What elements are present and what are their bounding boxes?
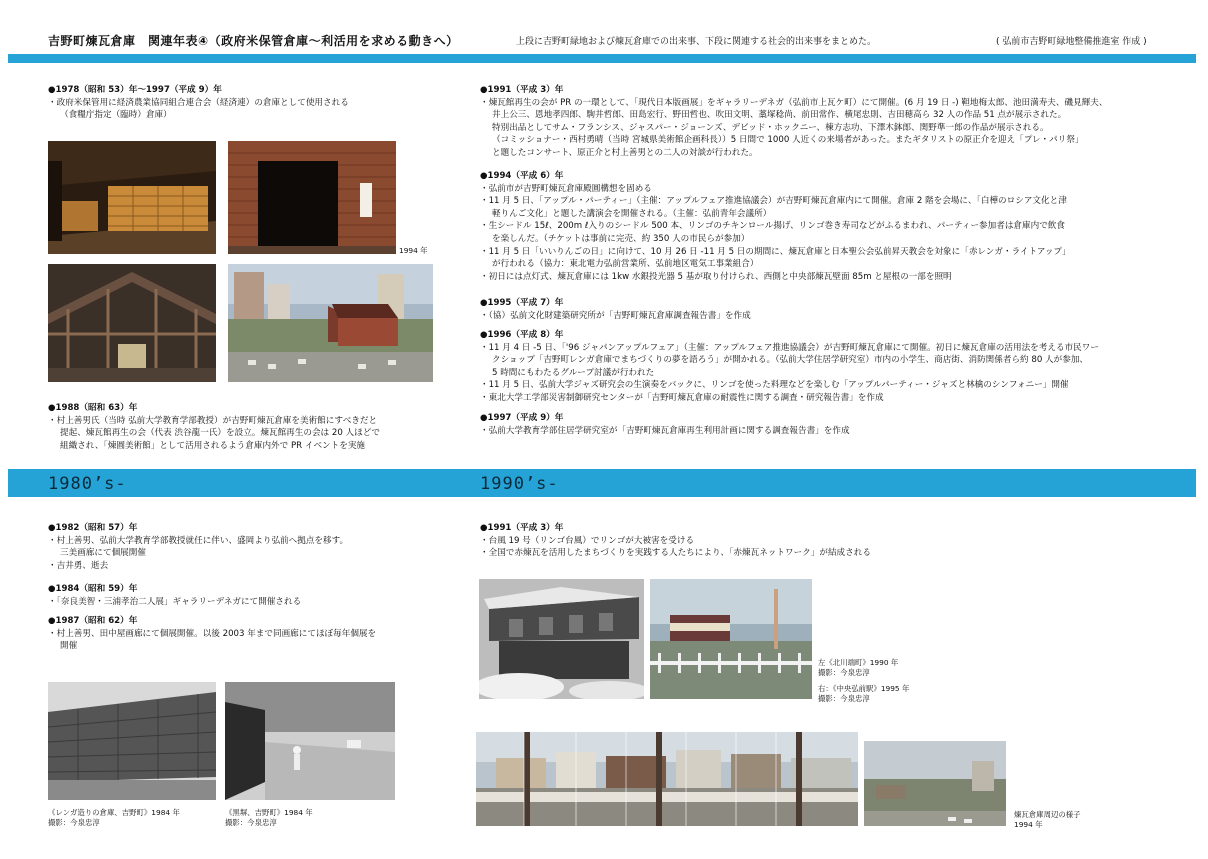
entry-line: クショップ「吉野町レンガ倉庫でまちづくりの夢を語ろう」が開かれる。（弘前大学住居学研究室）市内の小学生、商店街、消防関係者ら約 80 人が参加、 [492,355,1089,366]
photo-black-fence-1984 [225,682,395,800]
caption-line: 左《北川端町》1990 年 [818,658,899,667]
photo-chuo-hirosaki-station-1995 [650,579,812,699]
caption-black-fence [225,808,313,828]
entry-line: を楽しんだ。（チケットは事前に完売、約 350 人の市民らが参加） [492,233,750,244]
entry-line: ・11 月 4 日 -5 日、「'96 ジャパンアップルフェア」（主催：アップルフェア推進協議会）が吉野町煉瓦倉庫にて開催。初日に煉瓦倉庫の活用法を考える市民ワー [480,342,1099,353]
entry-line: ・吉井勇、逝去 [48,560,109,571]
entry-line: 井上公三、恩地孝四郎、駒井哲郎、田島宏行、野田哲也、吹田文明、藁塚稔尚、前田常作、横尾忠則、吉田穂高ら 32 人の作品 51 点が展示された。 [492,110,1067,121]
photo-brick-warehouse-1984 [48,682,216,800]
top-divider-bar [8,54,1196,63]
photo-aerial-town-view [228,264,433,382]
entry-line: ・弘前大学教育学部住居学研究室が「吉野町煉瓦倉庫再生利用計画に関する調査報告書」を作成 [480,425,850,436]
entry-line: ・台風 19 号（リンゴ台風）でリンゴが大被害を受ける [480,535,695,546]
entry-line: が行われる（協力：東北電力弘前営業所、弘前地区電気工事業組合） [492,259,759,270]
entry-1996 [480,329,1099,405]
caption-line: 撮影：今泉忠淳 [818,694,870,703]
caption-line: 《黒塀、吉野町》1984 年 [225,808,313,817]
caption-brick-warehouse [48,808,180,828]
entry-title: ●1987（昭和 62）年 [48,616,138,626]
photo-panorama-warehouse-surroundings [476,732,858,826]
entry-line: 三美画廊にて個展開催 [60,548,146,559]
caption-line: 煉瓦倉庫周辺の様子 [1014,810,1081,819]
caption-line: 右：《中央弘前駅》1995 年 [818,684,910,693]
entry-title: ●1991（平成 3）年 [480,523,564,533]
entry-line: 組織され、「煉圓美術館」として活用されるよう倉庫内外で PR イベントを実施 [60,440,366,451]
entry-line: ・弘前市が吉野町煉瓦倉庫殿圓構想を固める [480,183,652,194]
entry-line: 特別出品としてサム・フランシス、ジャスパー・ジョーンズ、デビッド・ホックニー、棟方志功、下澤木鉢郎、関野準一郎の作品が展示される。 [492,122,1049,133]
decade-label-1990s: 1990’s- [480,474,559,494]
entry-line: 軽りんご文化」と題した講演会を開催される。（主催：弘前青年会議所） [492,208,772,219]
entry-line: ・政府米保管用に経済農業協同組合連合会（経済連）の倉庫として使用される [48,97,349,108]
entry-line: ・11 月 5 日「いいりんごの日」に向けて、10 月 26 日 -11 月 5 日の期間に、煉瓦倉庫と日本聖公会弘前昇天教会を対象に「赤レンガ・ライトアップ」 [480,246,1071,257]
entry-1988 [48,402,380,452]
entry-line: （食糧庁指定（臨時）倉庫） [60,110,172,121]
entry-title: ●1991（平成 3）年 [480,85,564,95]
photo-warehouse-area-1994 [864,741,1006,826]
entry-title: ●1995（平成 7）年 [480,298,564,308]
entry-line: ・11 月 5 日、弘前大学ジャズ研究会の生演奏をバックに、リンゴを使った料理などを楽しむ「アップルパーティー・ジャズと林檎のシンフォニー」開催 [480,380,1069,391]
caption-station-photos [818,658,909,704]
caption-line: 《レンガ造りの倉庫、吉野町》1984 年 [48,808,180,817]
entry-line: 提起、煉瓦館再生の会（代表 渋谷龍一氏）を設立。煉瓦館再生の会は 20 人ほどで [60,428,380,439]
entry-1978 [48,84,349,122]
entry-1987 [48,615,376,653]
entry-line: ・11 月 5 日、「アップル・パーティー」（主催：アップルフェア推進協議会）が吉野町煉瓦倉庫内にて開催。倉庫 2 階を会場に、「白樺のロシア文化と津 [480,196,1067,207]
entry-title: ●1982（昭和 57）年 [48,523,138,533]
entry-1991-upper [480,84,1107,160]
entry-line: 開催 [60,641,78,652]
entry-1991-lower [480,522,871,560]
entry-line: ・全国で赤煉瓦を活用したまちづくりを実践する人たちにより、「赤煉瓦ネットワーク」が結成される [480,548,871,559]
entry-line: 5 時間にもわたるグループ討議が行われた [492,367,655,378]
entry-title: ●1978（昭和 53）年～1997（平成 9）年 [48,85,222,95]
entry-1994 [480,170,1071,283]
photo-warehouse-interior-rice-bags [48,141,216,254]
entry-line: ・「奈良美智・三浦孝治二人展」ギャラリーデネガにて開催される [48,596,302,607]
photo-caption-1994: 1994 年 [399,246,428,255]
entry-title: ●1996（平成 8）年 [480,330,564,340]
page-subtitle: 上段に吉野町緑地および煉瓦倉庫での出来事、下段に関連する社会的出来事をまとめた。 [516,37,877,47]
entry-line: ・東北大学工学部災害制御研究センターが「吉野町煉瓦倉庫の耐震性に関する調査・研究報告書」を作成 [480,392,884,403]
entry-title: ●1988（昭和 63）年 [48,403,138,413]
caption-line: 1994 年 [1014,820,1043,829]
entry-line: ・煉瓦館再生の会が PR の一環として、「現代日本版画展」をギャラリーデネガ（弘前市上瓦ケ町）にて開催。(6 月 19 日 -) 靼地梅太郎、池田満寿夫、磯見輝夫、 [480,97,1108,108]
entry-line: と題したコンサート、原正介と村上善男との二人の対談が行われた。 [492,147,758,158]
page-credit: ( 弘前市吉野町緑地整備推進室 作成 ) [996,37,1147,47]
caption-line: 撮影：今泉忠淳 [48,818,100,827]
caption-line: 撮影：今泉忠淳 [225,818,277,827]
entry-1995 [480,297,751,322]
photo-kitakawabata-1990 [479,579,644,699]
caption-panorama [1014,810,1081,830]
photo-warehouse-door [228,141,396,254]
page-title: 吉野町煉瓦倉庫 関連年表④（政府米保管倉庫～利活用を求める動きへ） [48,34,459,48]
entry-1982 [48,522,348,572]
entry-1997 [480,412,850,437]
entry-line: ・生シードル 15ℓ、200m ℓ入りのシードル 500 本、リンゴのチキンロール揚げ、リンゴ巻き寿司などがふるまわれ、パーティー参加者は倉庫内で飲食 [480,221,1065,232]
entry-1984 [48,583,301,608]
entry-line: ・村上善男氏（当時 弘前大学教育学部教授）が吉野町煉瓦倉庫を美術館にすべきだと [48,415,378,426]
photo-warehouse-roof-trusses [48,264,216,382]
entry-line: ・初日には点灯式、煉瓦倉庫には 1kw 水銀投光器 5 基が取り付けられ、西側と中央部煉瓦壁面 85m と屋根の一部を照明 [480,271,952,282]
entry-title: ●1994（平成 6）年 [480,171,564,181]
decade-label-1980s: 1980’s- [48,474,127,494]
decade-divider-bar [8,469,1196,497]
entry-line: ・村上善男、弘前大学教育学部教授就任に伴い、盛岡より弘前へ拠点を移す。 [48,535,349,546]
entry-line: ・村上善男、田中屋画廊にて個展開催。以後 2003 年まで同画廊にてほぼ毎年個展を [48,628,377,639]
caption-line: 撮影：今泉忠淳 [818,668,870,677]
entry-title: ●1997（平成 9）年 [480,413,564,423]
entry-title: ●1984（昭和 59）年 [48,584,138,594]
entry-line: ・（協）弘前文化財建築研究所が「吉野町煉瓦倉庫調査報告書」を作成 [480,310,751,321]
entry-line: （コミッショナー・西村勇晴（当時 宮城県美術館企画科長））5 日間で 1000 人近くの来場者があった。またギタリストの原正介を迎え「プレ・パリ祭」 [492,135,1084,146]
